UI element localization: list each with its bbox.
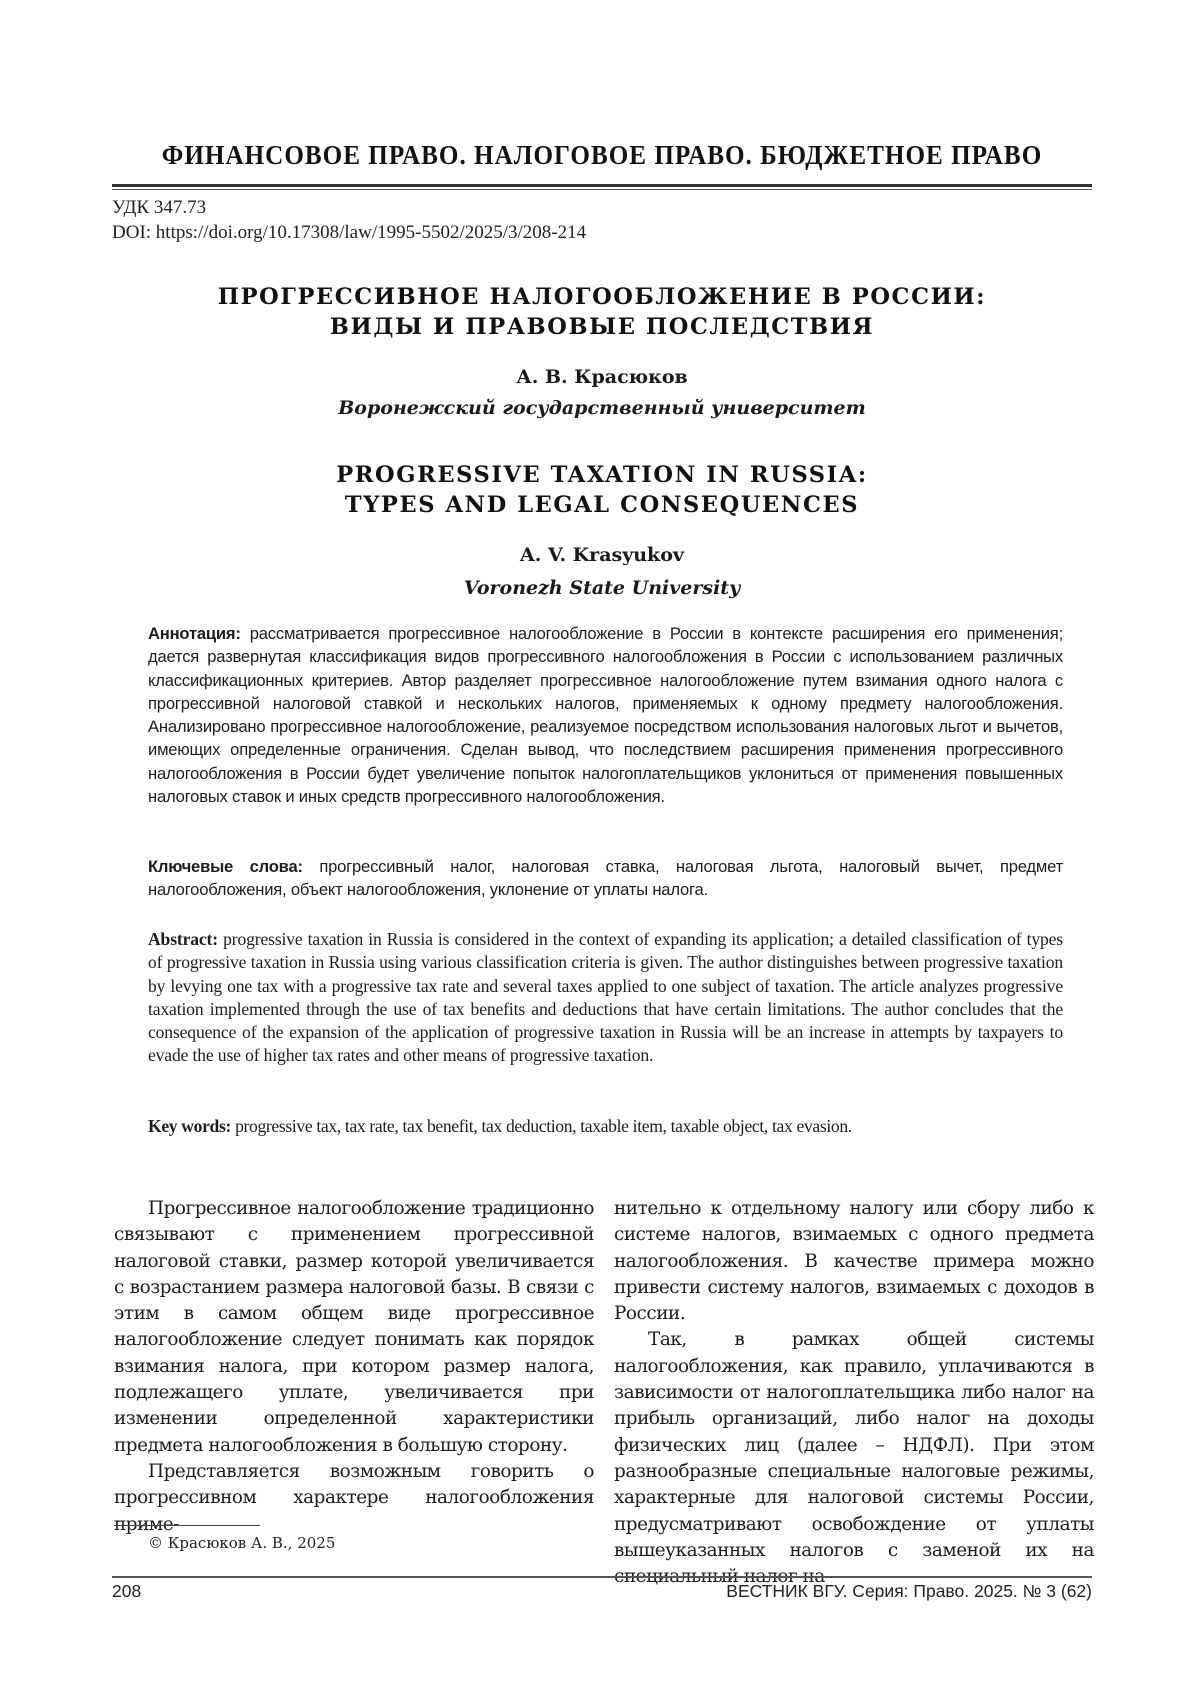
body-paragraph: Прогрессивное налогообложение традиционно связывают с применением прогрессивной налоговой ставки, размер которой увеличивается с возрастанием размера налоговой базы. В связи с этим в самом общем виде прогрессивное налогообложение следует понимать как порядок взимания налога, при котором размер налога, подлежащего уплате, увеличивается при изменении определенной характеристики предмета налогообложения в большую сторону. <box>114 1198 594 1456</box>
abstract-en-text: progressive taxation in Russia is considered in the context of expanding its application; a detailed classification of types of progressive taxation in Russia using various classification criteria is given. The author distinguishes between progressive taxation by levying one tax with a progressive tax rate and several taxes applied to one subject of taxation. The article analyzes progressive taxation implemented through the use of tax benefits and deductions that have certain limitations. The author concludes that the consequence of the expansion of the application of progressive taxation in Russia will be an increase in attempts by taxpayers to evade the use of higher tax rates and other means of progressive taxation. <box>148 929 1064 1066</box>
title-en-line2: TYPES AND LEGAL CONSEQUENCES <box>344 492 860 518</box>
article-title-ru <box>112 282 1092 342</box>
keywords-en-text: progressive tax, tax rate, tax benefit, tax deduction, taxable item, taxable object, tax evasion. <box>235 1116 852 1136</box>
doi-link[interactable]: DOI: https://doi.org/10.17308/law/1995-5502/2025/3/208-214 <box>112 222 587 243</box>
keywords-en-label: Key words: <box>148 1116 231 1136</box>
author-ru: А. В. Красюков <box>516 366 688 388</box>
abstract-ru-label: Аннотация: <box>148 624 241 643</box>
article-title-en <box>112 460 1092 520</box>
footnote-divider <box>114 1525 260 1526</box>
abstract-en <box>148 928 1063 1068</box>
page-number: 208 <box>112 1581 142 1601</box>
body-column-left <box>114 1196 594 1538</box>
keywords-ru-text: прогрессивный налог, налоговая ставка, налоговая льгота, налоговый вычет, предмет налогообложения, объект налогообложения, уклонение от уплаты налога. <box>148 857 1063 900</box>
title-en-line1: PROGRESSIVE TAXATION IN RUSSIA: <box>336 462 868 488</box>
header-divider <box>112 184 1092 190</box>
keywords-en <box>148 1115 1063 1138</box>
abstract-ru <box>148 622 1063 808</box>
footer-divider <box>112 1576 1092 1578</box>
journal-reference: ВЕСТНИК ВГУ. Серия: Право. 2025. № 3 (62) <box>726 1581 1092 1601</box>
abstract-ru-text: рассматривается прогрессивное налогообложение в России в контексте расширения его применения; дается развернутая классификация видов прогрессивного налогообложения в России с использованием различных классификационных критериев. Автор разделяет прогрессивное налогообложение путем взимания одного налога с прогрессивной налоговой ставкой и нескольких налогов, применяемых к одному предмету налогообложения. Анализировано прогрессивное налогообложение, реализуемое посредством использования налоговых льгот и вычетов, имеющих определенные ограничения. Сделан вывод, что последствием расширения применения прогрессивного налогообложения в России будет увеличение попыток налогоплательщиков уклониться от применения повышенных налоговых ставок и иных средств прогрессивного налогообложения. <box>148 624 1063 807</box>
abstract-en-label: Abstract: <box>148 929 218 949</box>
title-ru-line2: ВИДЫ И ПРАВОВЫЕ ПОСЛЕДСТВИЯ <box>329 314 875 340</box>
body-column-right <box>614 1196 1094 1590</box>
title-ru-line1: ПРОГРЕССИВНОЕ НАЛОГООБЛОЖЕНИЕ В РОССИИ: <box>217 284 987 310</box>
body-paragraph: нительно к отдельному налогу или сбору либо к системе налогов, взимаемых с одного предмета налогообложения. В качестве примера можно привести систему налогов, взимаемых с доходов в России. <box>614 1198 1094 1325</box>
affiliation-en: Voronezh State University <box>463 577 741 599</box>
keywords-ru <box>148 855 1063 902</box>
body-paragraph: Так, в рамках общей системы налогообложения, как правило, уплачиваются в зависимости от налогоплательщика либо налог на прибыль организаций, либо налог на доходы физических лиц (далее – НДФЛ). При этом разнообразные специальные налоговые режимы, характерные для налоговой системы России, предусматривают освобождение от уплаты вышеуказанных налогов с заменой их на специальный налог на <box>614 1329 1094 1588</box>
affiliation-ru: Воронежский государственный университет <box>338 397 866 419</box>
copyright-footnote: © Красюков А. В., 2025 <box>148 1534 336 1552</box>
section-title: ФИНАНСОВОЕ ПРАВО. НАЛОГОВОЕ ПРАВО. БЮДЖЕТНОЕ ПРАВО <box>161 140 1043 170</box>
author-en: A. V. Krasyukov <box>520 544 684 566</box>
body-paragraph: Представляется возможным говорить о прогрессивном характере налогообложения приме- <box>114 1460 594 1535</box>
keywords-ru-label: Ключевые слова: <box>148 857 303 876</box>
udk-code: УДК 347.73 <box>112 197 207 218</box>
